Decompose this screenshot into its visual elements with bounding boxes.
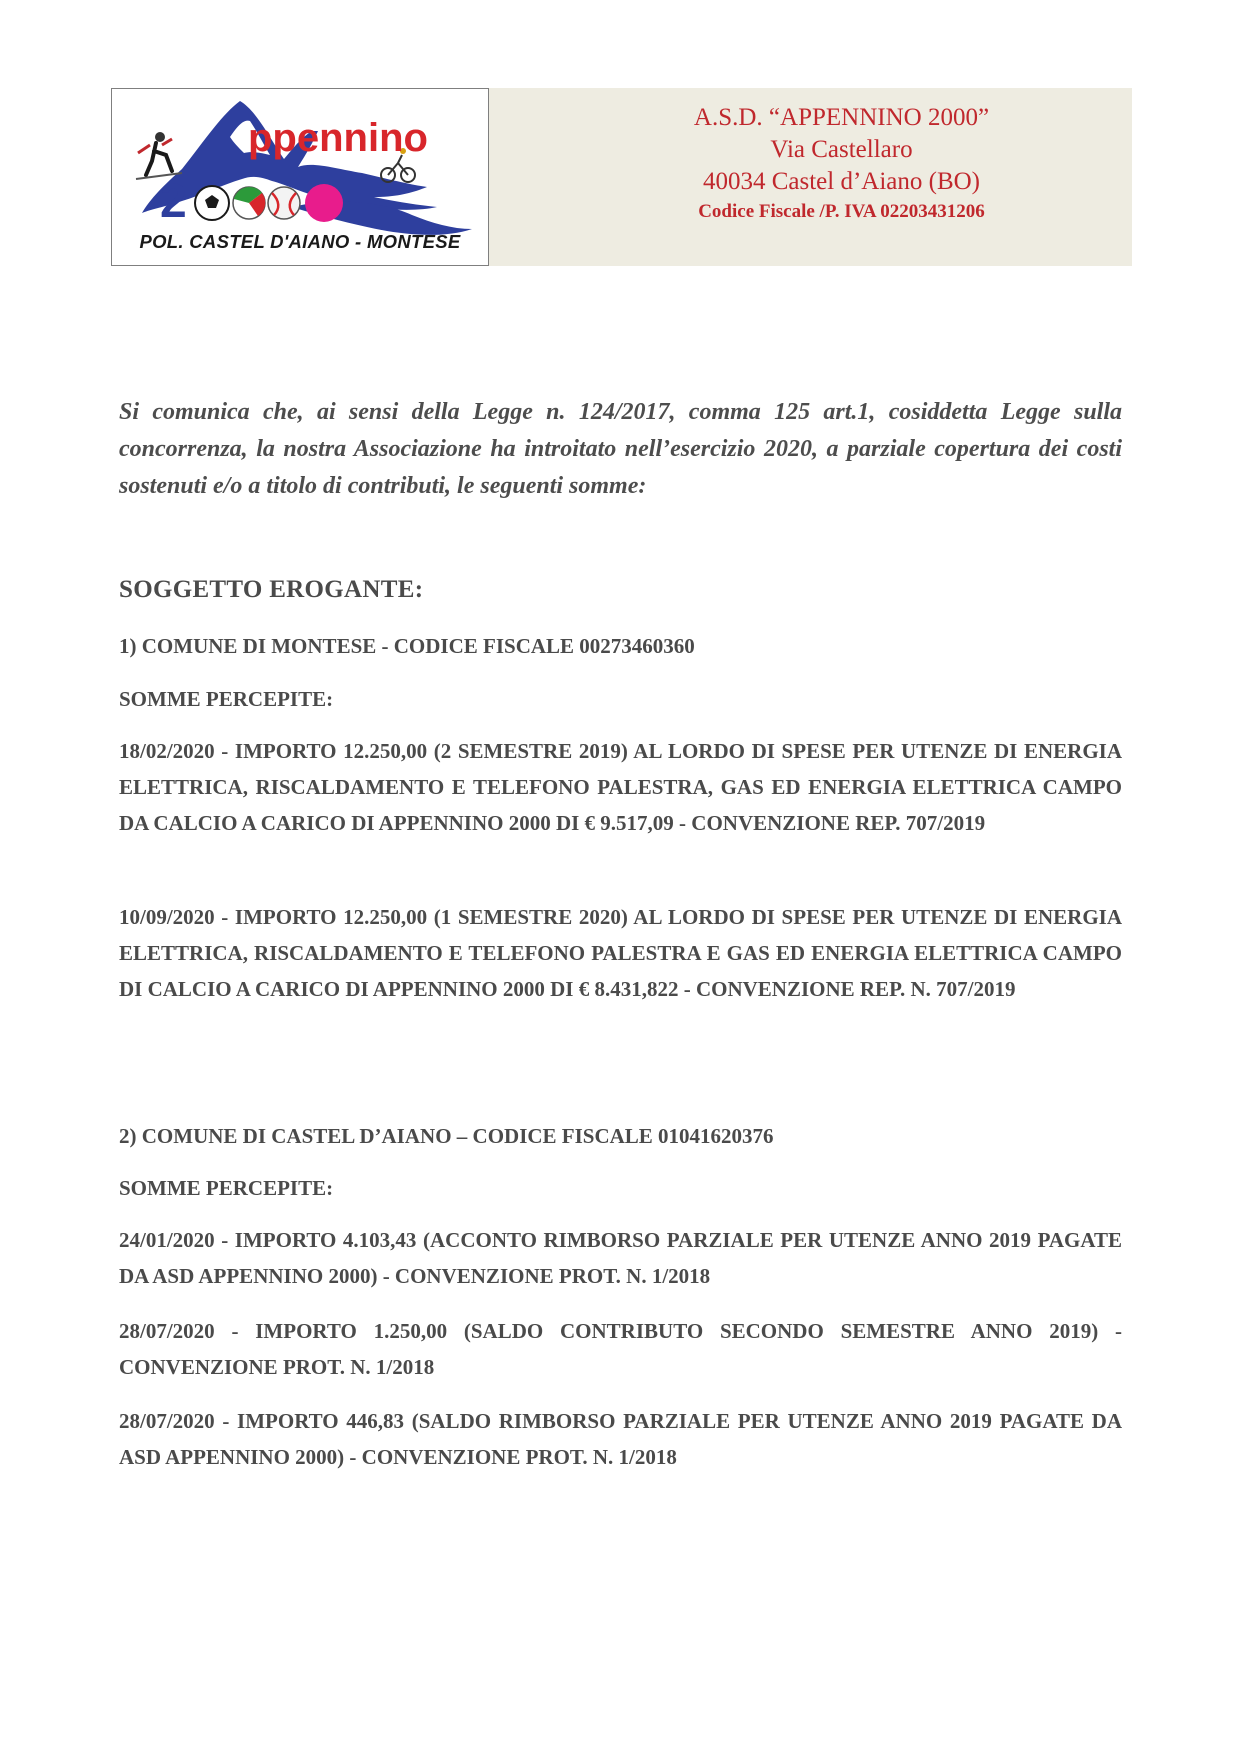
logo-subtitle: POL. CASTEL D'AIANO - MONTESE (139, 231, 461, 252)
logo (111, 88, 489, 266)
payment-item: 24/01/2020 - IMPORTO 4.103,43 (ACCONTO RIMBORSO PARZIALE PER UTENZE ANNO 2019 PAGATE DA ASD APPENNINO 2000) - CONVENZIONE PROT. N. 1/2018 (119, 1228, 1122, 1288)
organization-block (551, 102, 1132, 226)
payment-item: 10/09/2020 - IMPORTO 12.250,00 (1 SEMESTRE 2020) AL LORDO DI SPESE PER UTENZE DI ENERGIA ELETTRICA, RISCALDAMENTO E TELEFONO PALESTRA E GAS ED ENERGIA ELETTRICA CAMPO DI CALCIO A CARICO DI APPENNINO 2000 DI € 8.431,822 - CONVENZIONE REP. N. 707/2019 (119, 905, 1122, 1001)
amounts-label: SOMME PERCEPITE: (119, 687, 334, 711)
org-tax-code: Codice Fiscale /P. IVA 02203431206 (698, 201, 985, 222)
intro-paragraph: Si comunica che, ai sensi della Legge n. 124/2017, comma 125 art.1, cosiddetta Legge sulla concorrenza, la nostra Associazione ha introitato nell’esercizio 2020, a parziale copertura dei costi sostenuti e/o a titolo di contributi, le seguenti somme: (119, 399, 1122, 499)
org-street: Via Castellaro (770, 136, 913, 163)
entity-name: 2) COMUNE DI CASTEL D’AIANO – CODICE FISCALE 01041620376 (119, 1124, 774, 1148)
payment-item: 18/02/2020 - IMPORTO 12.250,00 (2 SEMESTRE 2019) AL LORDO DI SPESE PER UTENZE DI ENERGIA ELETTRICA, RISCALDAMENTO E TELEFONO PALESTRA, GAS ED ENERGIA ELETTRICA CAMPO DA CALCIO A CARICO DI APPENNINO 2000 DI € 9.517,09 - CONVENZIONE REP. 707/2019 (119, 739, 1122, 835)
org-name: A.S.D. “APPENNINO 2000” (693, 104, 990, 131)
org-city: 40034 Castel d’Aiano (BO) (702, 168, 981, 195)
amounts-label: SOMME PERCEPITE: (119, 1176, 334, 1200)
pink-ball-icon (305, 184, 343, 222)
letterhead (111, 88, 1132, 266)
payment-item: 28/07/2020 - IMPORTO 446,83 (SALDO RIMBORSO PARZIALE PER UTENZE ANNO 2019 PAGATE DA ASD APPENNINO 2000) - CONVENZIONE PROT. N. 1/2018 (119, 1409, 1122, 1469)
entity-name: 1) COMUNE DI MONTESE - CODICE FISCALE 00273460360 (119, 634, 695, 658)
section-heading: SOGGETTO EROGANTE: (119, 576, 424, 603)
logo-wordmark: ppennino (248, 116, 428, 160)
soccer-ball-icon (195, 186, 229, 220)
volleyball-icon (268, 187, 300, 219)
logo-digit-two: 2 (160, 175, 187, 228)
skier-icon (136, 132, 182, 179)
tricolor-ball-icon (233, 187, 265, 219)
payment-item: 28/07/2020 - IMPORTO 1.250,00 (SALDO CONTRIBUTO SECONDO SEMESTRE ANNO 2019) - CONVENZIONE PROT. N. 1/2018 (119, 1319, 1122, 1379)
